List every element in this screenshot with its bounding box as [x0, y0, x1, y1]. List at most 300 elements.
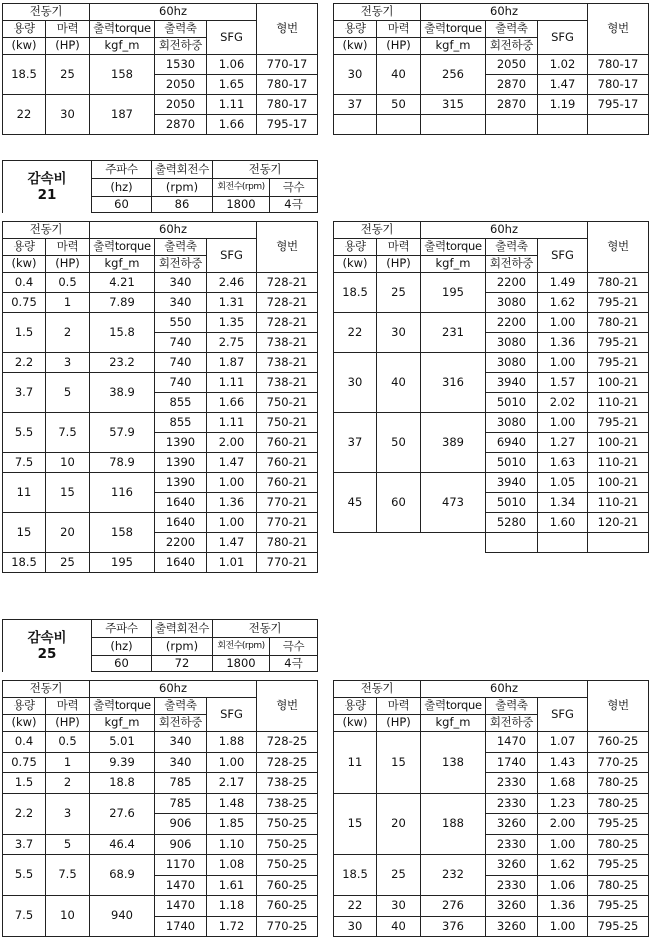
cell-kw: 1.5: [3, 773, 46, 794]
cell-kw: 22: [334, 896, 377, 917]
cell-model: 795-17: [588, 95, 649, 115]
cell-sfg: 1.01: [207, 553, 257, 573]
ratio-21-title: [3, 161, 92, 213]
cell-torque: 46.4: [90, 834, 155, 855]
cell-kw: 0.4: [3, 273, 46, 293]
header-horsepower: 마력: [46, 239, 90, 256]
header-output-shaft: 출력축: [155, 239, 207, 256]
cell-model: 750-25: [257, 814, 318, 835]
header-torque: 출력torque: [90, 21, 155, 38]
cell-model: 760-25: [588, 732, 649, 753]
cell-overhung-load: 2870: [155, 115, 207, 135]
cell-torque: 23.2: [90, 353, 155, 373]
cell-sfg: 2.46: [207, 273, 257, 293]
cell-overhung-load: 1470: [155, 875, 207, 896]
table-row: [334, 855, 649, 876]
header-frequency: 60hz: [421, 222, 588, 239]
cell-model: 770-21: [257, 513, 318, 533]
table-row: [3, 313, 318, 333]
cell-torque: 195: [421, 273, 486, 313]
unit-kw: (kw): [334, 38, 377, 55]
cell-model: 738-21: [257, 333, 318, 353]
table-row: [334, 313, 649, 333]
table-row: [334, 95, 649, 115]
empty-row: [334, 115, 649, 135]
header-model: 형번: [588, 222, 649, 273]
cell-kw: 1.5: [3, 313, 46, 353]
cell-torque: 57.9: [90, 413, 155, 453]
cell-sfg: 1.18: [207, 896, 257, 917]
cell-sfg: 1.66: [207, 115, 257, 135]
cell-overhung-load: 2330: [486, 875, 538, 896]
cell-model: 738-21: [257, 353, 318, 373]
table-row: [334, 793, 649, 814]
cell-kw: 18.5: [334, 855, 377, 896]
cell-kw: 0.75: [3, 752, 46, 773]
cell-torque: 188: [421, 793, 486, 855]
cell-overhung-load: 1530: [155, 55, 207, 75]
cell-kw: 30: [334, 916, 377, 937]
header-model: 형번: [588, 4, 649, 55]
cell-model: 110-21: [588, 453, 649, 473]
header-horsepower: 마력: [46, 21, 90, 38]
cell-kw: 5.5: [3, 855, 46, 896]
header-frequency: 60hz: [90, 681, 257, 698]
header-sfg: SFG: [538, 21, 588, 55]
empty-cell: [486, 533, 538, 553]
cell-overhung-load: 340: [155, 273, 207, 293]
table-row: [334, 55, 649, 75]
ratio-25-info: [2, 619, 318, 672]
cell-sfg: 1.00: [538, 313, 588, 333]
cell-kw: 45: [334, 473, 377, 533]
cell-sfg: 1.05: [538, 473, 588, 493]
cell-torque: 316: [421, 353, 486, 413]
cell-sfg: 1.35: [207, 313, 257, 333]
cell-torque: 195: [90, 553, 155, 573]
cell-torque: 68.9: [90, 855, 155, 896]
cell-hp: 7.5: [46, 413, 90, 453]
header-output-shaft: 출력축: [486, 239, 538, 256]
header-motor: 전동기: [3, 681, 90, 698]
cell-kw: 37: [334, 95, 377, 115]
cell-hp: 60: [377, 473, 421, 533]
cell-kw: 7.5: [3, 896, 46, 937]
ratio-21-info-table: [2, 160, 318, 213]
cell-overhung-load: 1740: [155, 916, 207, 937]
cell-overhung-load: 785: [155, 773, 207, 794]
table-row: [334, 353, 649, 373]
unit-hp: (HP): [377, 715, 421, 732]
table-row: [3, 896, 318, 917]
cell-model: 760-21: [257, 453, 318, 473]
empty-cell: [588, 115, 649, 135]
cell-sfg: 1.00: [538, 916, 588, 937]
table-row: [3, 413, 318, 433]
cell-sfg: 1.02: [538, 55, 588, 75]
cell-model: 780-25: [588, 834, 649, 855]
header-capacity: 용량: [3, 21, 46, 38]
table-row: [3, 855, 318, 876]
header-sfg: SFG: [538, 239, 588, 273]
cell-sfg: 1.27: [538, 433, 588, 453]
empty-cell: [538, 115, 588, 135]
cell-hp: 0.5: [46, 273, 90, 293]
cell-hp: 15: [46, 473, 90, 513]
cell-overhung-load: 6940: [486, 433, 538, 453]
ratio-label: 감속비: [27, 629, 67, 646]
cell-model: 770-21: [257, 493, 318, 513]
cell-overhung-load: 3080: [486, 333, 538, 353]
cell-sfg: 1.47: [538, 75, 588, 95]
cell-hp: 25: [377, 273, 421, 313]
header-sfg: SFG: [207, 698, 257, 732]
cell-model: 100-21: [588, 433, 649, 453]
cell-kw: 3.7: [3, 834, 46, 855]
table-row: [3, 273, 318, 293]
cell-sfg: 1.68: [538, 773, 588, 794]
cell-overhung-load: 1640: [155, 493, 207, 513]
cell-model: 795-21: [588, 413, 649, 433]
cell-hp: 5: [46, 373, 90, 413]
cell-sfg: 1.43: [538, 752, 588, 773]
cell-torque: 376: [421, 916, 486, 937]
unit-rpm: (rpm): [152, 179, 213, 197]
cell-kw: 18.5: [334, 273, 377, 313]
cell-model: 110-21: [588, 393, 649, 413]
cell-overhung-load: 3260: [486, 916, 538, 937]
cell-model: 795-17: [257, 115, 318, 135]
cell-overhung-load: 2870: [486, 75, 538, 95]
cell-model: 795-21: [588, 353, 649, 373]
cell-model: 738-25: [257, 773, 318, 794]
cell-sfg: 1.72: [207, 916, 257, 937]
cell-sfg: 1.60: [538, 513, 588, 533]
empty-cell: [334, 115, 377, 135]
cell-torque: 231: [421, 313, 486, 353]
table-row: [334, 896, 649, 917]
header-row: [334, 222, 649, 239]
cell-model: 728-21: [257, 273, 318, 293]
cell-overhung-load: 340: [155, 732, 207, 753]
table-row: [3, 793, 318, 814]
cell-sfg: 1.47: [207, 453, 257, 473]
table-row: [3, 732, 318, 753]
cell-sfg: 1.36: [538, 333, 588, 353]
cell-model: 780-21: [588, 273, 649, 293]
header-motor-speed: 회전수(rpm): [213, 179, 270, 197]
cell-model: 795-25: [588, 916, 649, 937]
cell-torque: 138: [421, 732, 486, 794]
cell-model: 728-21: [257, 313, 318, 333]
unit-kgfm: kgf_m: [421, 256, 486, 273]
cell-torque: 256: [421, 55, 486, 95]
cell-kw: 3.7: [3, 373, 46, 413]
cell-sfg: 1.62: [538, 855, 588, 876]
header-output-shaft: 출력축: [486, 21, 538, 38]
cell-torque: 5.01: [90, 732, 155, 753]
ratio-25-info-table: [2, 619, 318, 672]
cell-overhung-load: 906: [155, 834, 207, 855]
cell-sfg: 1.19: [538, 95, 588, 115]
cell-sfg: 1.00: [538, 353, 588, 373]
cell-overhung-load: 855: [155, 413, 207, 433]
cell-sfg: 1.34: [538, 493, 588, 513]
cell-overhung-load: 3080: [486, 293, 538, 313]
table-row: [3, 553, 318, 573]
cell-hp: 0.5: [46, 732, 90, 753]
empty-row: [334, 533, 649, 553]
cell-sfg: 1.63: [538, 453, 588, 473]
unit-kw: (kw): [3, 715, 46, 732]
header-row: [334, 681, 649, 698]
header-row: [334, 4, 649, 21]
header-motor: 전동기: [213, 161, 318, 179]
cell-overhung-load: 340: [155, 293, 207, 313]
cell-sfg: 1.62: [538, 293, 588, 313]
blank-cell: [334, 533, 486, 553]
cell-sfg: 1.88: [207, 732, 257, 753]
cell-kw: 18.5: [3, 55, 46, 95]
cell-hp: 20: [377, 793, 421, 855]
cell-model: 100-21: [588, 473, 649, 493]
cell-hp: 30: [377, 313, 421, 353]
cell-sfg: 1.00: [207, 513, 257, 533]
cell-overhung-load: 1170: [155, 855, 207, 876]
cell-model: 795-21: [588, 293, 649, 313]
cell-model: 760-25: [257, 896, 318, 917]
header-horsepower: 마력: [46, 698, 90, 715]
cell-torque: 116: [90, 473, 155, 513]
unit-kw: (kw): [334, 256, 377, 273]
header-overhung-load: 회전하중: [155, 38, 207, 55]
ratio-value: 21: [37, 186, 57, 203]
header-horsepower: 마력: [377, 21, 421, 38]
header-poles: 극수: [270, 179, 318, 197]
cell-model: 750-25: [257, 834, 318, 855]
header-poles: 극수: [270, 638, 318, 656]
cell-overhung-load: 2200: [155, 533, 207, 553]
table-row: [3, 752, 318, 773]
cell-kw: 7.5: [3, 453, 46, 473]
unit-kgfm: kgf_m: [421, 38, 486, 55]
cell-kw: 18.5: [3, 553, 46, 573]
header-capacity: 용량: [3, 698, 46, 715]
cell-hp: 2: [46, 773, 90, 794]
header-output-speed: 출력회전수: [152, 161, 213, 179]
unit-kgfm: kgf_m: [90, 256, 155, 273]
cell-overhung-load: 5010: [486, 453, 538, 473]
cell-kw: 2.2: [3, 793, 46, 834]
cell-sfg: 1.65: [207, 75, 257, 95]
cell-model: 728-21: [257, 293, 318, 313]
header-frequency: 60hz: [90, 222, 257, 239]
header-model: 형번: [257, 222, 318, 273]
cell-model: 100-21: [588, 373, 649, 393]
cell-overhung-load: 1390: [155, 473, 207, 493]
table-row: [3, 353, 318, 373]
cell-kw: 0.75: [3, 293, 46, 313]
cell-sfg: 1.11: [207, 373, 257, 393]
header-frequency: 주파수: [92, 620, 152, 638]
unit-rpm: (rpm): [152, 638, 213, 656]
value-hz: 60: [92, 197, 152, 213]
value-output-rpm: 72: [152, 656, 213, 672]
cell-overhung-load: 2050: [155, 75, 207, 95]
cell-kw: 37: [334, 413, 377, 473]
ratio-21-info: [2, 160, 318, 213]
cell-sfg: 1.49: [538, 273, 588, 293]
cell-model: 770-21: [257, 553, 318, 573]
cell-sfg: 2.75: [207, 333, 257, 353]
cell-torque: 315: [421, 95, 486, 115]
cell-sfg: 1.85: [207, 814, 257, 835]
cell-hp: 30: [46, 95, 90, 135]
cell-overhung-load: 1390: [155, 453, 207, 473]
cell-kw: 5.5: [3, 413, 46, 453]
empty-cell: [538, 533, 588, 553]
cell-torque: 158: [90, 55, 155, 95]
header-output-speed: 출력회전수: [152, 620, 213, 638]
cell-model: 780-21: [257, 533, 318, 553]
cell-sfg: 1.00: [538, 834, 588, 855]
header-motor: 전동기: [334, 681, 421, 698]
cell-sfg: 2.02: [538, 393, 588, 413]
cell-overhung-load: 2330: [486, 793, 538, 814]
cell-sfg: 1.47: [207, 533, 257, 553]
table-row: [3, 55, 318, 75]
cell-torque: 232: [421, 855, 486, 896]
header-frequency: 60hz: [421, 681, 588, 698]
unit-hp: (HP): [46, 715, 90, 732]
header-motor: 전동기: [334, 4, 421, 21]
unit-kw: (kw): [3, 256, 46, 273]
cell-torque: 15.8: [90, 313, 155, 353]
spec-table-ratio17-right: [333, 3, 649, 135]
cell-sfg: 1.06: [538, 875, 588, 896]
cell-hp: 40: [377, 353, 421, 413]
header-overhung-load: 회전하중: [155, 256, 207, 273]
cell-torque: 18.8: [90, 773, 155, 794]
cell-overhung-load: 1470: [486, 732, 538, 753]
cell-model: 728-25: [257, 752, 318, 773]
cell-overhung-load: 3940: [486, 373, 538, 393]
cell-sfg: 1.08: [207, 855, 257, 876]
cell-sfg: 1.00: [207, 752, 257, 773]
cell-model: 780-21: [588, 313, 649, 333]
cell-kw: 15: [334, 793, 377, 855]
header-capacity: 용량: [334, 21, 377, 38]
cell-sfg: 1.31: [207, 293, 257, 313]
cell-sfg: 1.23: [538, 793, 588, 814]
cell-hp: 30: [377, 896, 421, 917]
table-row: [334, 473, 649, 493]
cell-sfg: 1.11: [207, 95, 257, 115]
cell-hp: 25: [46, 553, 90, 573]
cell-hp: 1: [46, 293, 90, 313]
cell-model: 738-25: [257, 793, 318, 814]
header-sfg: SFG: [207, 21, 257, 55]
cell-overhung-load: 2200: [486, 313, 538, 333]
cell-hp: 3: [46, 353, 90, 373]
cell-model: 780-25: [588, 773, 649, 794]
unit-hp: (HP): [377, 256, 421, 273]
header-sfg: SFG: [207, 239, 257, 273]
spec-table-ratio21-left: [2, 221, 318, 573]
cell-overhung-load: 5280: [486, 513, 538, 533]
unit-hp: (HP): [377, 38, 421, 55]
cell-overhung-load: 5010: [486, 493, 538, 513]
cell-kw: 30: [334, 55, 377, 95]
header-capacity: 용량: [3, 239, 46, 256]
cell-model: 750-25: [257, 855, 318, 876]
cell-model: 770-17: [257, 55, 318, 75]
cell-overhung-load: 550: [155, 313, 207, 333]
cell-kw: 15: [3, 513, 46, 553]
cell-model: 780-17: [588, 75, 649, 95]
cell-kw: 2.2: [3, 353, 46, 373]
cell-torque: 473: [421, 473, 486, 533]
unit-hz: (hz): [92, 638, 152, 656]
header-motor: 전동기: [3, 4, 90, 21]
cell-hp: 7.5: [46, 855, 90, 896]
header-frequency: 주파수: [92, 161, 152, 179]
table-row: [3, 473, 318, 493]
cell-torque: 7.89: [90, 293, 155, 313]
cell-overhung-load: 740: [155, 353, 207, 373]
cell-overhung-load: 2050: [486, 55, 538, 75]
cell-overhung-load: 1740: [486, 752, 538, 773]
cell-sfg: 1.00: [207, 473, 257, 493]
header-output-shaft: 출력축: [486, 698, 538, 715]
cell-torque: 940: [90, 896, 155, 937]
table-row: [3, 834, 318, 855]
cell-sfg: 1.57: [538, 373, 588, 393]
cell-model: 780-25: [588, 793, 649, 814]
table-row: [334, 273, 649, 293]
unit-kw: (kw): [3, 38, 46, 55]
header-capacity: 용량: [334, 239, 377, 256]
empty-cell: [421, 115, 486, 135]
cell-torque: 9.39: [90, 752, 155, 773]
cell-overhung-load: 740: [155, 373, 207, 393]
cell-sfg: 1.61: [207, 875, 257, 896]
cell-model: 738-21: [257, 373, 318, 393]
cell-hp: 40: [377, 55, 421, 95]
cell-overhung-load: 3080: [486, 353, 538, 373]
cell-hp: 20: [46, 513, 90, 553]
header-frequency: 60hz: [421, 4, 588, 21]
cell-overhung-load: 3260: [486, 855, 538, 876]
cell-hp: 5: [46, 834, 90, 855]
cell-kw: 11: [334, 732, 377, 794]
cell-model: 728-25: [257, 732, 318, 753]
cell-model: 760-21: [257, 473, 318, 493]
ratio-25-title: [3, 620, 92, 672]
value-poles: 4극: [270, 197, 318, 213]
cell-overhung-load: 5010: [486, 393, 538, 413]
table-row: [3, 95, 318, 115]
cell-model: 770-25: [588, 752, 649, 773]
header-output-shaft: 출력축: [155, 698, 207, 715]
unit-hp: (HP): [46, 256, 90, 273]
cell-hp: 1: [46, 752, 90, 773]
cell-torque: 158: [90, 513, 155, 553]
cell-model: 110-21: [588, 493, 649, 513]
cell-model: 760-25: [257, 875, 318, 896]
header-overhung-load: 회전하중: [155, 715, 207, 732]
cell-torque: 27.6: [90, 793, 155, 834]
